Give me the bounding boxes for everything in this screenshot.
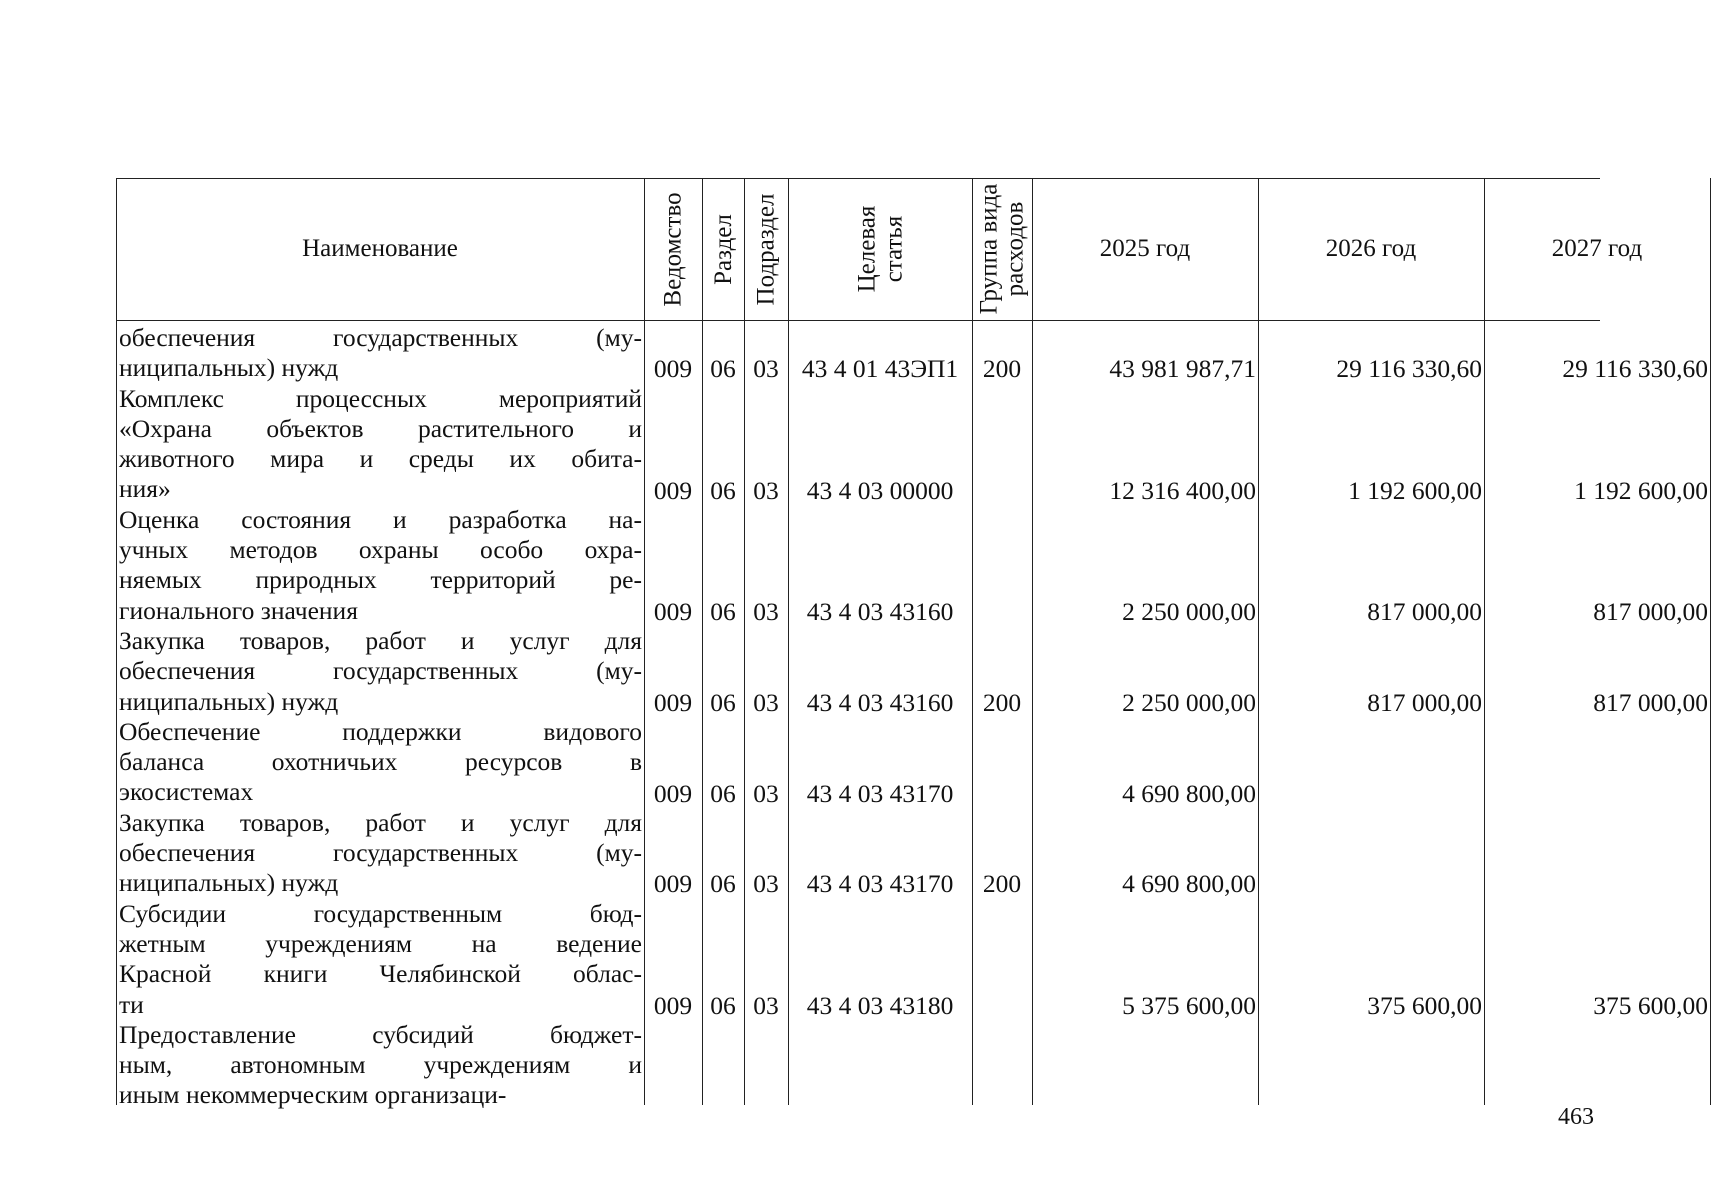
row-razdel: 06 <box>710 354 736 384</box>
row-podrazdel: 03 <box>753 687 779 717</box>
row-target-article: 43 4 03 43180 <box>806 990 954 1020</box>
row-amount-2026: 375 600,00 <box>1367 990 1482 1020</box>
row-razdel: 06 <box>710 990 736 1020</box>
row-target-article: 43 4 03 43170 <box>806 869 954 899</box>
row-amount-2025: 12 316 400,00 <box>1109 475 1256 505</box>
row-name-line: ти <box>119 989 144 1019</box>
row-name-line: ниципальных) нужд <box>119 686 339 716</box>
row-target-article: 43 4 03 00000 <box>806 475 954 505</box>
row-name-line: ным, автономным учреждениям и <box>119 1050 642 1080</box>
row-razdel: 06 <box>710 869 736 899</box>
row-expense-group: 200 <box>982 869 1022 899</box>
row-name-line: Красной книги Челябинской облас- <box>119 959 642 989</box>
header-2025: 2025 год <box>1099 235 1191 262</box>
row-podrazdel: 03 <box>753 596 779 626</box>
row-podrazdel: 03 <box>753 354 779 384</box>
row-name-line: ниципальных) нужд <box>119 353 339 383</box>
row-name-line: иным некоммерческим организаци- <box>119 1080 507 1110</box>
row-amount-2026: 29 116 330,60 <box>1336 354 1482 384</box>
row-amount-2027: 817 000,00 <box>1593 596 1708 626</box>
row-vedomstvo: 009 <box>653 778 693 808</box>
header-name: Наименование <box>302 235 458 262</box>
header-target-article: Целевая статья <box>852 205 907 293</box>
row-razdel: 06 <box>710 475 736 505</box>
row-name-line: Обеспечение поддержки видового <box>119 716 642 746</box>
row-name <box>119 323 642 384</box>
row-name-line: Комплекс процессных мероприятий <box>119 383 642 413</box>
row-vedomstvo: 009 <box>653 475 693 505</box>
row-podrazdel: 03 <box>753 869 779 899</box>
row-name-line: учных методов охраны особо охра- <box>119 535 642 565</box>
row-name-line: обеспечения государственных (му- <box>119 656 642 686</box>
row-amount-2025: 43 981 987,71 <box>1109 354 1256 384</box>
row-name-line: жетным учреждениям на ведение <box>119 928 642 958</box>
row-vedomstvo: 009 <box>653 596 693 626</box>
row-vedomstvo: 009 <box>653 990 693 1020</box>
row-name-line: Оценка состояния и разработка на- <box>119 504 642 534</box>
header-vedomstvo: Ведомство <box>659 191 687 307</box>
row-name <box>119 808 642 899</box>
row-target-article: 43 4 03 43170 <box>806 778 954 808</box>
row-name-line: животного мира и среды их обита- <box>119 444 642 474</box>
row-name-line: баланса охотничьих ресурсов в <box>119 747 642 777</box>
row-name <box>119 384 642 505</box>
row-amount-2025: 4 690 800,00 <box>1122 869 1256 899</box>
row-name <box>119 626 642 717</box>
row-target-article: 43 4 03 43160 <box>806 687 954 717</box>
row-name <box>119 899 642 1020</box>
row-razdel: 06 <box>710 778 736 808</box>
row-podrazdel: 03 <box>753 990 779 1020</box>
row-name <box>119 717 642 808</box>
row-amount-2026: 817 000,00 <box>1367 687 1482 717</box>
row-name-line: ния» <box>119 474 171 504</box>
row-name-line: «Охрана объектов растительного и <box>119 413 642 443</box>
row-name-line: Закупка товаров, работ и услуг для <box>119 626 642 655</box>
row-name-line: Предоставление субсидий бюджет- <box>119 1019 642 1049</box>
header-2027: 2027 год <box>1551 235 1643 262</box>
header-podrazdel: Подраздел <box>752 193 780 305</box>
row-amount-2027: 375 600,00 <box>1593 990 1708 1020</box>
row-name-line: Закупка товаров, работ и услуг для <box>119 807 642 837</box>
budget-table <box>116 178 1708 1110</box>
row-name-line: няемых природных территорий ре- <box>119 565 642 595</box>
row-podrazdel: 03 <box>753 475 779 505</box>
page-number: 463 <box>1558 1104 1594 1130</box>
row-expense-group: 200 <box>982 687 1022 717</box>
header-expense-group: Группа вида расходов <box>975 183 1028 315</box>
row-vedomstvo: 009 <box>653 869 693 899</box>
row-amount-2026: 1 192 600,00 <box>1348 475 1482 505</box>
row-name <box>119 1020 642 1111</box>
row-amount-2025: 2 250 000,00 <box>1122 687 1256 717</box>
row-amount-2025: 5 375 600,00 <box>1122 990 1256 1020</box>
row-amount-2027: 29 116 330,60 <box>1562 354 1708 384</box>
row-name-line: обеспечения государственных (му- <box>119 323 642 352</box>
row-amount-2026: 817 000,00 <box>1367 596 1482 626</box>
row-name-line: Субсидии государственным бюд- <box>119 898 642 928</box>
row-amount-2025: 2 250 000,00 <box>1122 596 1256 626</box>
row-vedomstvo: 009 <box>653 687 693 717</box>
row-expense-group: 200 <box>982 354 1022 384</box>
row-amount-2025: 4 690 800,00 <box>1122 778 1256 808</box>
row-name-line: ниципальных) нужд <box>119 868 339 898</box>
row-amount-2027: 1 192 600,00 <box>1574 475 1708 505</box>
row-vedomstvo: 009 <box>653 354 693 384</box>
row-name-line: обеспечения государственных (му- <box>119 838 642 868</box>
row-razdel: 06 <box>710 687 736 717</box>
header-razdel: Раздел <box>709 213 737 285</box>
row-razdel: 06 <box>710 596 736 626</box>
row-name-line: гионального значения <box>119 595 358 625</box>
row-target-article: 43 4 03 43160 <box>806 596 954 626</box>
header-bottom-border <box>116 320 1600 321</box>
row-name <box>119 505 642 626</box>
header-2026: 2026 год <box>1325 235 1417 262</box>
row-name-line: экосистемах <box>119 777 254 807</box>
row-target-article: 43 4 01 43ЭП1 <box>801 354 959 384</box>
row-podrazdel: 03 <box>753 778 779 808</box>
row-amount-2027: 817 000,00 <box>1593 687 1708 717</box>
